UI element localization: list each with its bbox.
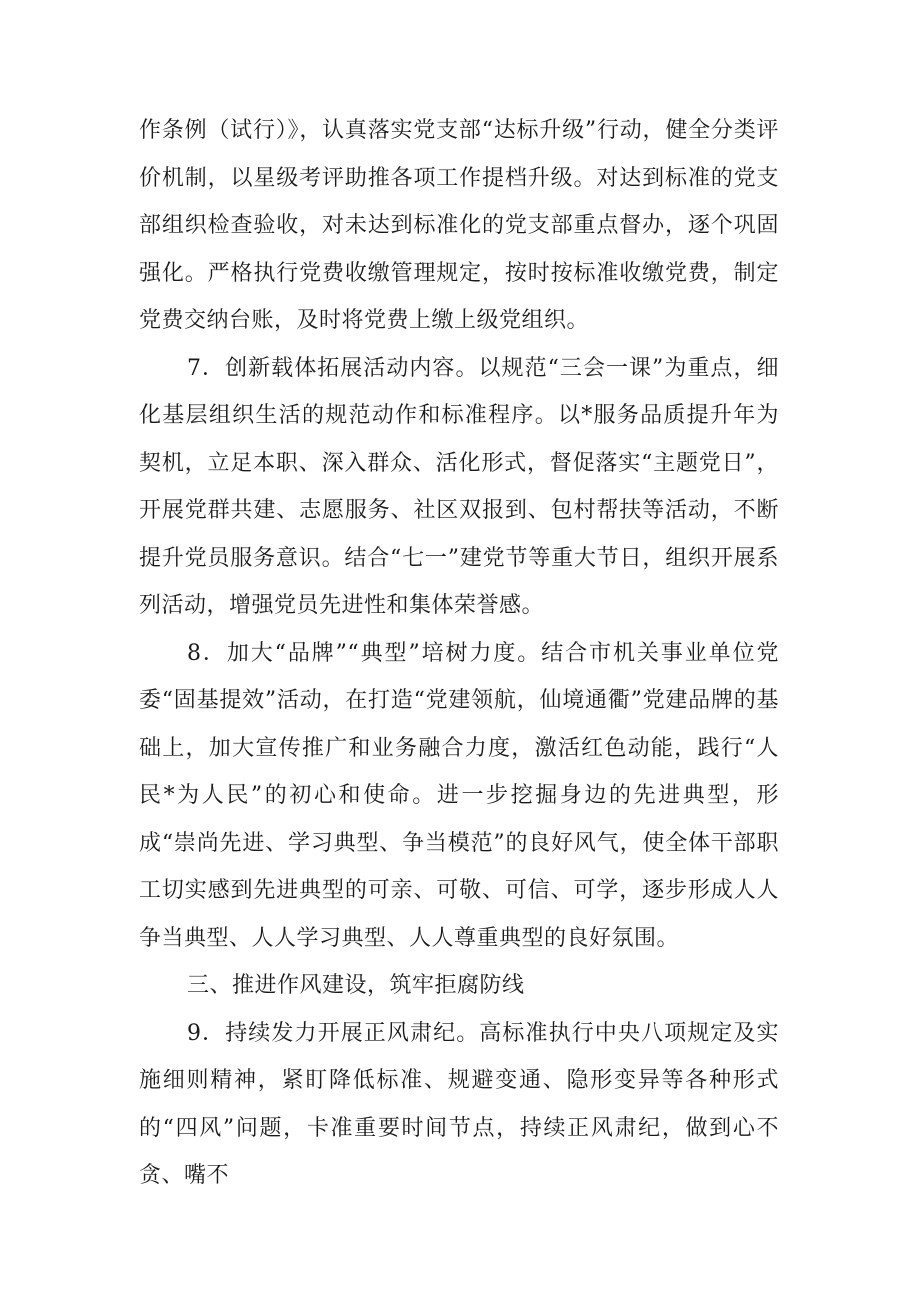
document-body — [139, 107, 779, 1200]
paragraph-6-continued: 作条例（试行）》，认真落实党支部“达标升级”行动，健全分类评价机制，以星级考评助推各项工作提档升级。对达到标准的党支部组织检查验收，对未达到标准化的党支部重点督办，逐个巩固强化。严格执行党费收缴管理规定，按时按标准收缴党费，制定党费交纳台账，及时将党费上缴上级党组织。 — [139, 118, 779, 333]
paragraph-8: 8．加大“品牌”“典型”培树力度。结合市机关事业单位党委“固基提效”活动，在打造“党建领航，仙境通衢”党建品牌的基础上，加大宣传推广和业务融合力度，激活红色动能，践行“人民*为人民”的初心和使命。进一步挖掘身边的先进典型，形成“崇尚先进、学习典型、争当模范”的良好风气，使全体干部职工切实感到先进典型的可亲、可敬、可信、可学，逐步形成人人争当典型、人人学习典型、人人尊重典型的良好氛围。 — [139, 640, 779, 951]
section-heading-3: 三、推进作风建设，筑牢拒腐防线 — [187, 973, 525, 998]
paragraph-7: 7．创新载体拓展活动内容。以规范“三会一课”为重点，细化基层组织生活的规范动作和标准程序。以*服务品质提升年为契机，立足本职、深入群众、活化形式，督促落实“主题党日”，开展党群共建、志愿服务、社区双报到、包村帮扶等活动，不断提升党员服务意识。结合“七一”建党节等重大节日，组织开展系列活动，增强党员先进性和集体荣誉感。 — [139, 355, 779, 618]
paragraph-9: 9．持续发力开展正风肃纪。高标准执行中央八项规定及实施细则精神，紧盯降低标准、规避变通、隐形变异等各种形式的“四风”问题，卡准重要时间节点，持续正风肃纪，做到心不贪、嘴不 — [139, 1020, 779, 1188]
